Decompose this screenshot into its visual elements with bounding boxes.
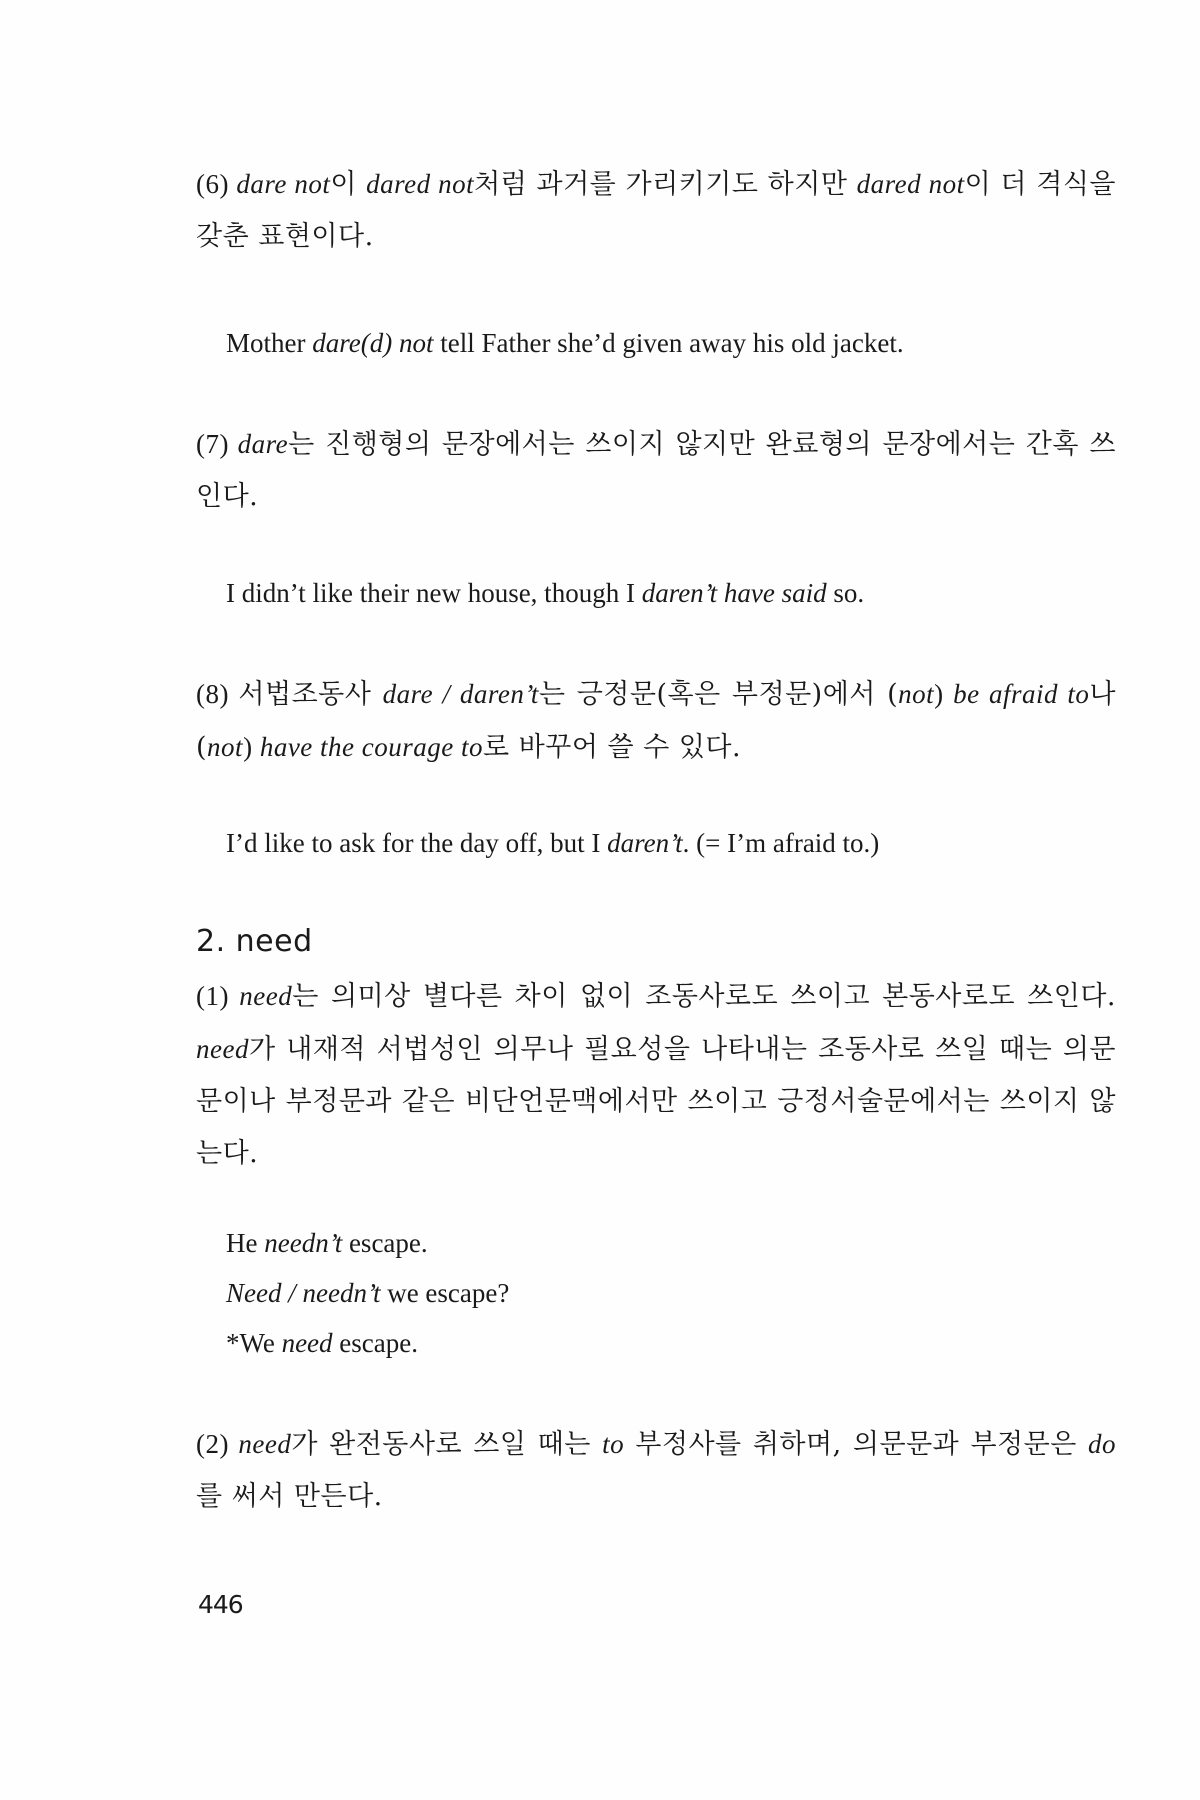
text: 처럼 과거를 가리키기도 하지만 <box>474 169 857 200</box>
term: daren’t have said <box>641 578 827 608</box>
page-number: 446 <box>198 1590 243 1619</box>
term-do: do <box>1088 1429 1116 1459</box>
text: 는 긍정문(혹은 부정문)에서 ( <box>538 679 899 710</box>
text: . (= I’m afraid to.) <box>682 828 880 858</box>
term-dared-not: dared not <box>856 169 965 199</box>
item-number: (1) <box>196 981 240 1011</box>
term: needn’t <box>264 1228 343 1258</box>
term-dare-not: dare not <box>236 169 331 199</box>
term: have the courage to <box>259 732 483 762</box>
term-dare: dare <box>237 429 289 459</box>
text: ) <box>243 732 260 762</box>
text: 나 ( <box>196 679 1116 763</box>
paragraph-item-8 <box>166 668 1116 774</box>
example-sentence <box>226 1268 509 1318</box>
term: not <box>898 679 935 709</box>
item-number: (8) <box>196 679 239 709</box>
term: daren’t <box>607 828 683 858</box>
text: I didn’t like their new house, though I <box>226 578 642 608</box>
text: escape. <box>342 1228 428 1258</box>
example-sentence <box>226 568 864 618</box>
text: 부정사를 취하며, 의문문과 부정문은 <box>624 1429 1088 1460</box>
text: 로 바꾸어 쓸 수 있다. <box>483 732 742 763</box>
term: dare(d) not <box>312 328 434 358</box>
item-number: (2) <box>196 1429 239 1459</box>
paragraph-need-2 <box>166 1418 1116 1523</box>
term-need: need <box>196 1034 249 1064</box>
text: 를 써서 만든다. <box>196 1481 383 1512</box>
item-number: (6) <box>196 169 237 199</box>
text: tell Father she’d given away his old jacket. <box>433 328 904 358</box>
paragraph-item-7 <box>166 418 1116 523</box>
term-dared-not: dared not <box>366 169 475 199</box>
term: be afraid to <box>953 679 1090 709</box>
text: 이 더 격식을 갖춘 표현이다. <box>196 169 1117 252</box>
text: 서법조동사 <box>238 679 383 710</box>
text: ) <box>934 679 954 709</box>
term: Need / needn’t <box>226 1278 381 1308</box>
example-sentence <box>226 1218 428 1268</box>
section-heading: 2. need <box>196 924 313 959</box>
term: not <box>207 732 244 762</box>
text: 는 의미상 별다른 차이 없이 조동사로도 쓰이고 본동사로도 쓰인다. <box>292 981 1116 1012</box>
term: dare / daren’t <box>382 679 539 709</box>
text: 이 <box>330 169 367 200</box>
text: I’d like to ask for the day off, but I <box>226 828 608 858</box>
example-sentence <box>226 318 904 368</box>
text: 는 진행형의 문장에서는 쓰이지 않지만 완료형의 문장에서는 간혹 쓰인다. <box>196 429 1116 512</box>
term: need <box>281 1328 333 1358</box>
text: Mother <box>226 328 313 358</box>
text: 가 완전동사로 쓰일 때는 <box>291 1429 603 1460</box>
term-to: to <box>602 1429 625 1459</box>
term-need: need <box>239 981 293 1011</box>
term-need: need <box>238 1429 292 1459</box>
text: so. <box>826 578 865 608</box>
text: He <box>226 1228 265 1258</box>
text: escape. <box>332 1328 418 1358</box>
text: 가 내재적 서법성인 의무나 필요성을 나타내는 조동사로 쓰일 때는 의문문이나 부정문과 같은 비단언문맥에서만 쓰이고 긍정서술문에서는 쓰이지 않는다. <box>196 1034 1116 1169</box>
item-number: (7) <box>196 429 238 459</box>
text: we escape? <box>380 1278 510 1308</box>
example-sentence <box>226 1318 418 1368</box>
text: *We <box>226 1328 282 1358</box>
paragraph-item-6 <box>166 158 1116 263</box>
example-sentence <box>226 818 879 868</box>
paragraph-need-1 <box>166 970 1116 1180</box>
